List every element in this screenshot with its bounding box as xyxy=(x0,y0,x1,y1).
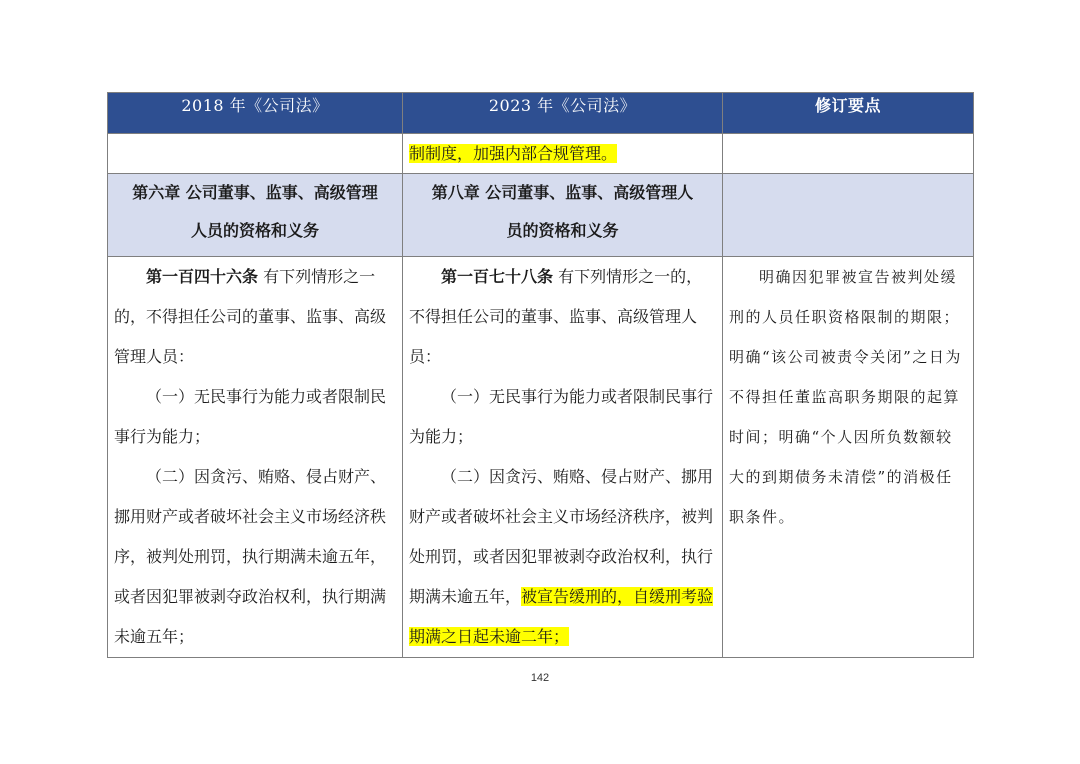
header-2018: 2018 年《公司法》 xyxy=(108,93,403,134)
chapter-notes xyxy=(723,174,974,257)
article-2023-intro xyxy=(409,257,716,377)
chapter-2018 xyxy=(108,174,403,257)
article-2023-item2-highlight: 被宣告缓刑的，自缓刑考验期满之日起未逾二年； xyxy=(409,587,714,646)
chapter-2023-line2: 员的资格和义务 xyxy=(506,221,619,240)
header-row xyxy=(108,93,974,134)
article-2018-number: 第一百四十六条 xyxy=(146,267,259,286)
article-2023-cell xyxy=(403,257,723,658)
article-2023-item2 xyxy=(409,457,716,657)
article-2023-intro-text: 有下列情形之一的，不得担任公司的董事、监事、高级管理人员： xyxy=(409,267,703,366)
chapter-2018-line2: 人员的资格和义务 xyxy=(190,221,319,240)
comparison-table xyxy=(107,92,974,658)
article-2023-item1: （一）无民事行为能力或者限制民事行为能力； xyxy=(409,387,714,446)
page-number: 142 xyxy=(530,672,550,684)
continuation-cell-notes xyxy=(723,134,974,174)
chapter-2023 xyxy=(403,174,723,257)
article-2023-item2-text: （二）因贪污、贿赂、侵占财产、挪用财产或者破坏社会主义市场经济秩序，被判处刑罚，或者因犯罪被剥夺政治权利，执行期满未逾五年， xyxy=(409,467,714,606)
continuation-row xyxy=(108,134,974,174)
header-revision-points: 修订要点 xyxy=(723,93,974,134)
revision-note: 明确因犯罪被宣告被判处缓刑的人员任职资格限制的期限；明确“该公司被责令关闭”之日为不得担任董监高职务期限的起算时间；明确“个人因所负数额较大的到期债务未清偿”的消极任职条件。 xyxy=(729,268,962,526)
continuation-text: 制制度，加强内部合规管理。 xyxy=(409,144,618,163)
article-2018-intro xyxy=(114,257,396,377)
article-2018-intro-text: 有下列情形之一的，不得担任公司的董事、监事、高级管理人员： xyxy=(114,267,387,366)
article-2018-cell xyxy=(108,257,403,658)
revision-note-cell xyxy=(723,257,974,658)
article-2018-item2: （二）因贪污、贿赂、侵占财产、挪用财产或者破坏社会主义市场经济秩序，被判处刑罚，执行期满未逾五年，或者因犯罪被剥夺政治权利，执行期满未逾五年； xyxy=(114,467,387,646)
article-2023-number: 第一百七十八条 xyxy=(441,267,554,286)
header-2023: 2023 年《公司法》 xyxy=(403,93,723,134)
article-2018-item1: （一）无民事行为能力或者限制民事行为能力； xyxy=(114,387,387,446)
chapter-row xyxy=(108,174,974,257)
chapter-2018-line1: 第六章 公司董事、监事、高级管理 xyxy=(132,183,378,202)
continuation-cell-2018 xyxy=(108,134,403,174)
article-row xyxy=(108,257,974,658)
chapter-2023-line1: 第八章 公司董事、监事、高级管理人 xyxy=(431,183,694,202)
continuation-cell-2023 xyxy=(403,134,723,174)
